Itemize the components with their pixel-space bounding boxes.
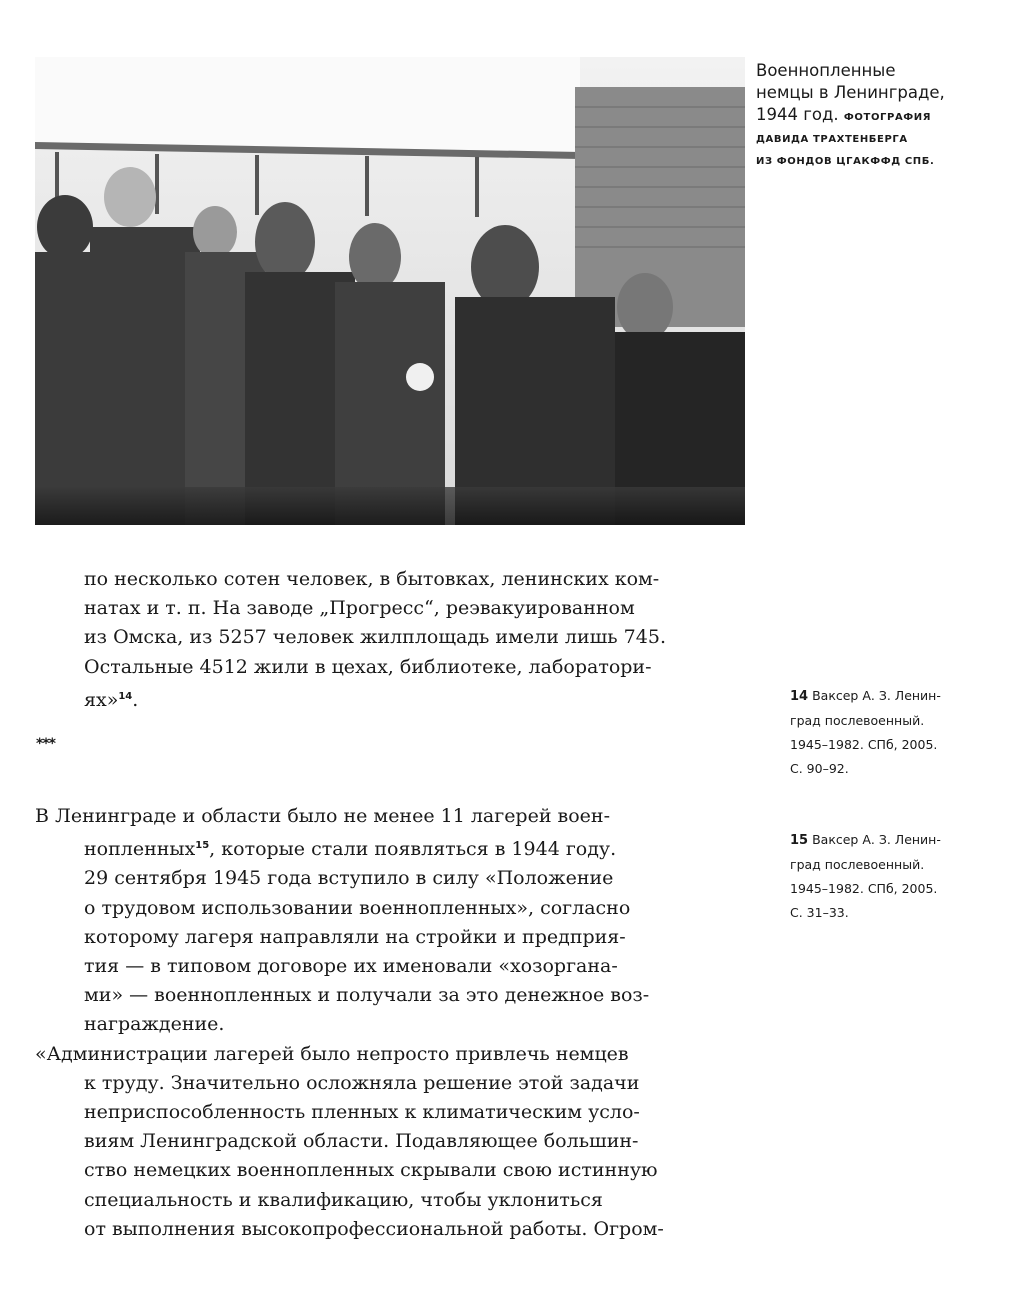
text-line: которому лагеря направляли на стройки и предприя- bbox=[84, 925, 626, 948]
footnote-number: 15 bbox=[790, 833, 809, 848]
text-line: награждение. bbox=[84, 1013, 225, 1036]
paragraph-main bbox=[35, 802, 664, 1244]
quote-line: «Администрации лагерей было непросто привлечь немцев bbox=[35, 1042, 629, 1065]
text-line: Остальные 4512 жили в цехах, библиотеке, лаборатори- bbox=[84, 655, 652, 678]
footnote-15 bbox=[790, 828, 1000, 925]
caption-year: 1944 год. bbox=[756, 105, 839, 124]
caption-credit: ИЗ ФОНДОВ ЦГАКФФД СПБ. bbox=[756, 156, 935, 167]
text-line: виям Ленинградской области. Подавляющее большин- bbox=[84, 1130, 639, 1153]
text-line: 29 сентября 1945 года вступило в силу «Положение bbox=[84, 867, 614, 890]
footnote-ref[interactable]: 14 bbox=[118, 690, 133, 702]
text-line: специальность и квалификацию, чтобы уклониться bbox=[84, 1188, 603, 1211]
caption-credit: ДАВИДА ТРАХТЕНБЕРГА bbox=[756, 134, 908, 145]
footnote-text: 1945–1982. СПб, 2005. bbox=[790, 737, 938, 752]
text-line: тия — в типовом договоре их именовали «хозоргана- bbox=[84, 955, 618, 978]
photo-caption bbox=[756, 60, 996, 173]
footnote-14 bbox=[790, 684, 1000, 781]
caption-title-line: немцы в Ленинграде, bbox=[756, 83, 945, 102]
caption-title-line: Военнопленные bbox=[756, 61, 896, 80]
text-line: натах и т. п. На заводе „Прогресс“, реэвакуированном bbox=[84, 597, 635, 620]
text-line: нопленных bbox=[84, 838, 196, 861]
text-line: , которые стали появляться в 1944 году. bbox=[209, 838, 617, 861]
text-punct: . bbox=[132, 688, 139, 711]
archival-photo bbox=[35, 57, 745, 525]
caption-credit: ФОТОГРАФИЯ bbox=[843, 112, 932, 123]
text-line: из Омска, из 5257 человек жилплощадь имели лишь 745. bbox=[84, 626, 666, 649]
footnote-ref[interactable]: 15 bbox=[195, 840, 210, 852]
text-line: от выполнения высокопрофессиональной работы. Огром- bbox=[84, 1217, 664, 1240]
text-line: по несколько сотен человек, в бытовках, ленинских ком- bbox=[84, 568, 660, 590]
photo-illustration bbox=[35, 57, 745, 525]
text-line: к труду. Значительно осложняла решение этой задачи bbox=[84, 1071, 640, 1094]
footnote-text: Ваксер А. З. Ленин- bbox=[812, 688, 941, 703]
paragraph-continuation bbox=[84, 565, 666, 715]
text-line: о трудовом использовании военнопленных», согласно bbox=[84, 896, 631, 919]
footnote-text: С. 90–92. bbox=[790, 761, 849, 776]
footnote-text: град послевоенный. bbox=[790, 713, 925, 728]
footnote-number: 14 bbox=[790, 689, 809, 704]
text-line: В Ленинграде и области было не менее 11 лагерей воен- bbox=[35, 805, 611, 827]
footnote-text: 1945–1982. СПб, 2005. bbox=[790, 881, 938, 896]
text-line: неприспособленность пленных к климатическим усло- bbox=[84, 1101, 640, 1124]
footnote-text: С. 31–33. bbox=[790, 905, 849, 920]
footnote-text: Ваксер А. З. Ленин- bbox=[812, 832, 941, 847]
footnote-text: град послевоенный. bbox=[790, 857, 925, 872]
text-line: ми» — военнопленных и получали за это денежное воз- bbox=[84, 984, 650, 1007]
section-separator: *** bbox=[36, 736, 55, 752]
text-line: ство немецких военнопленных скрывали свою истинную bbox=[84, 1159, 658, 1182]
text-line: ях» bbox=[84, 688, 119, 711]
